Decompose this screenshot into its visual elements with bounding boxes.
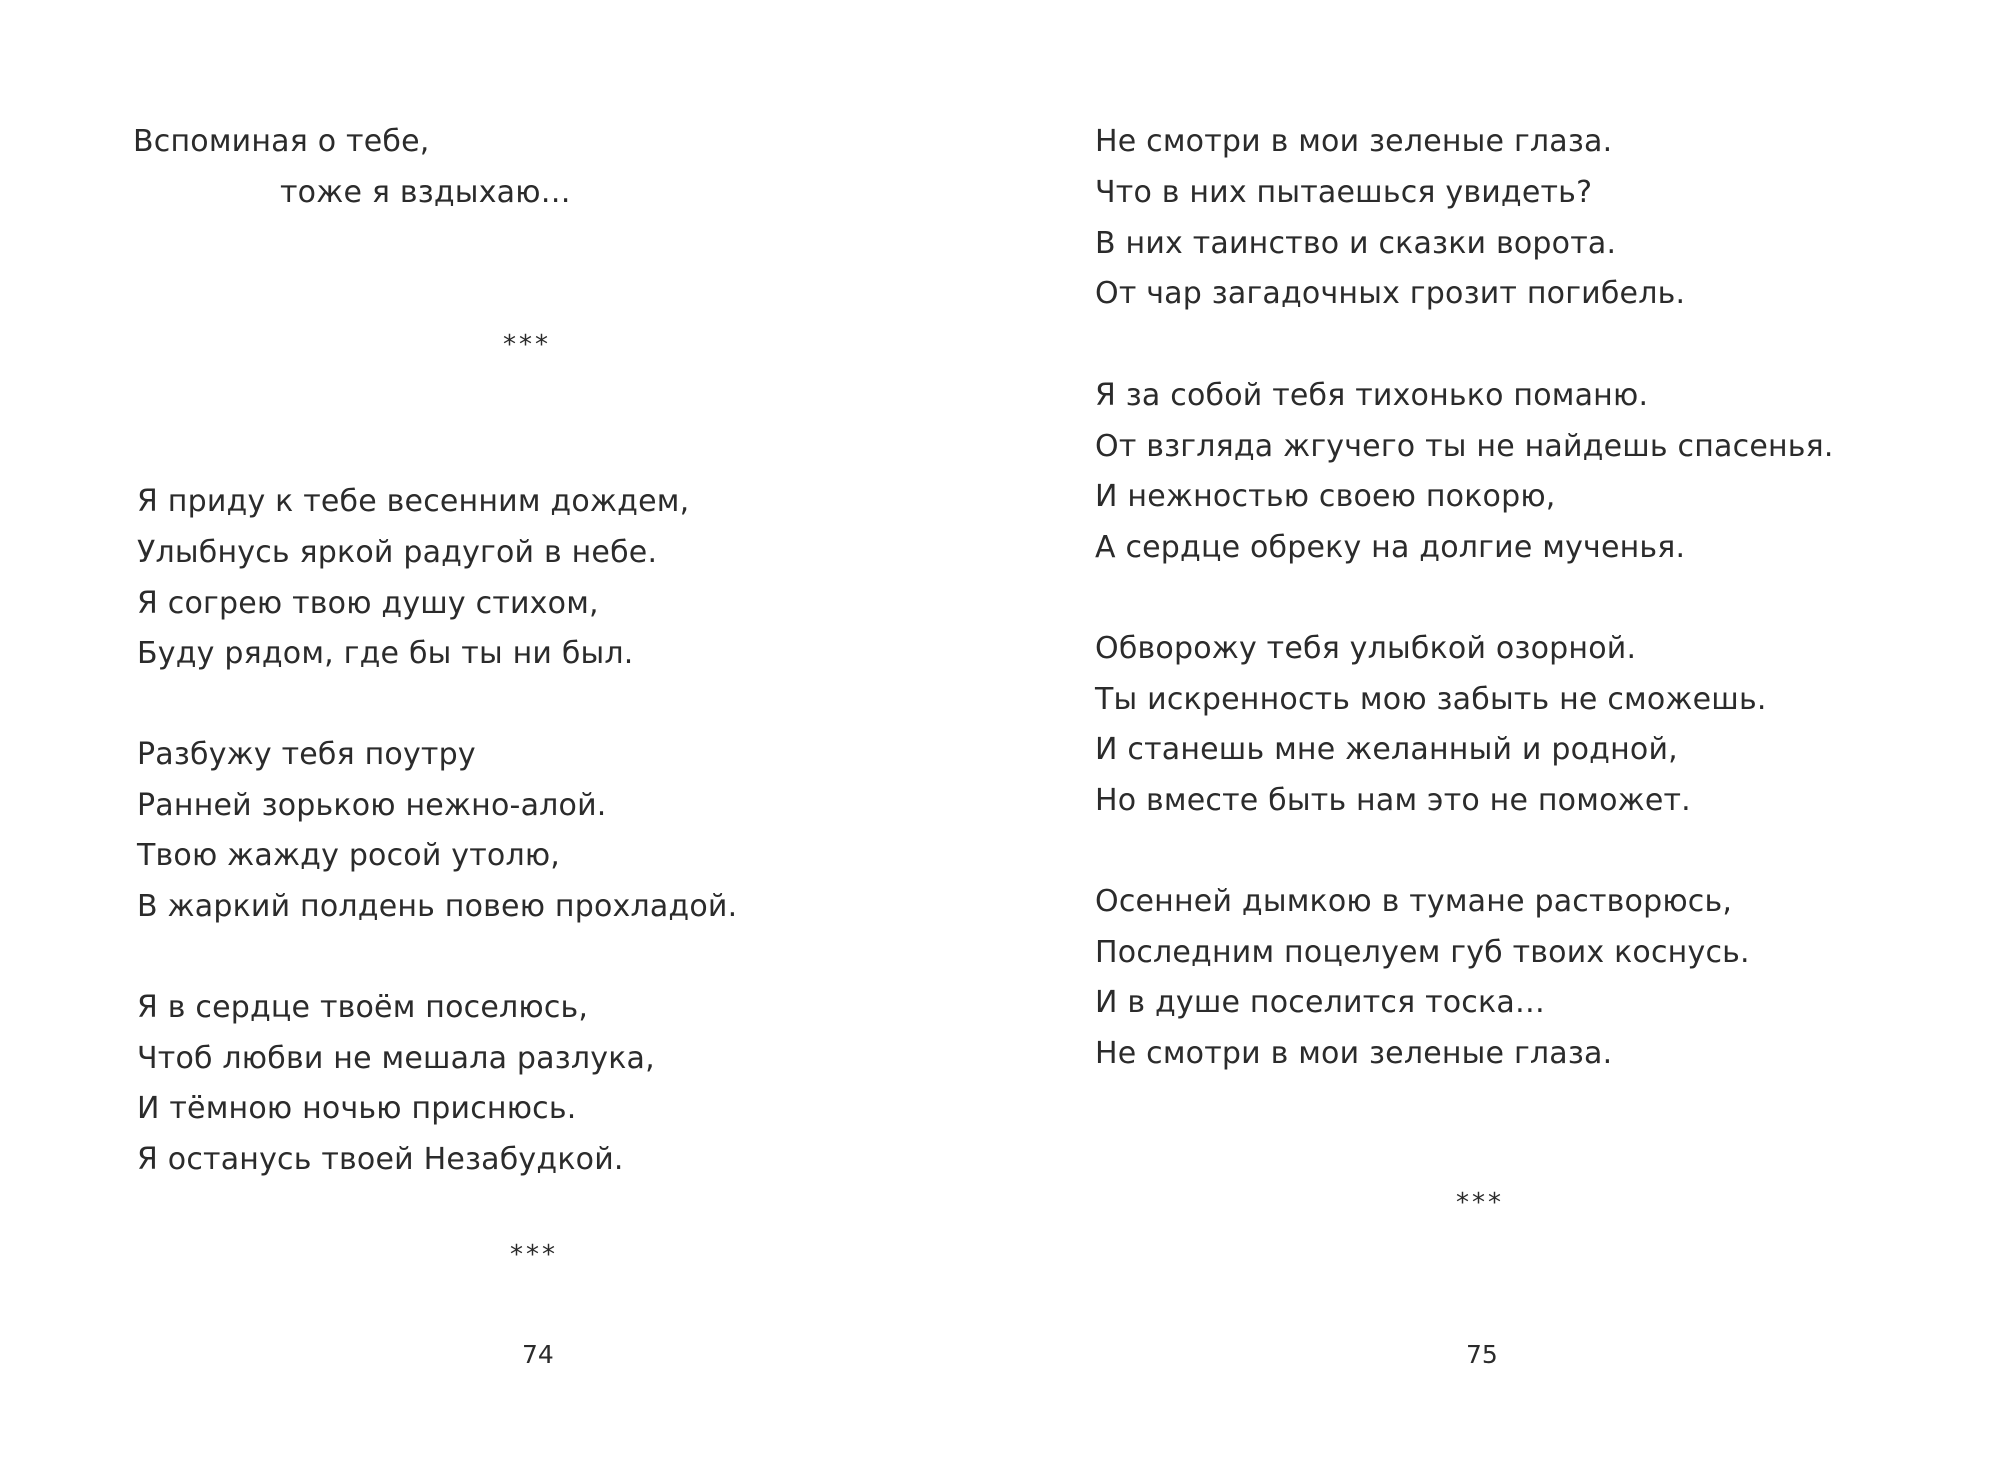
poem-line: Ранней зорькою нежно-алой. bbox=[137, 788, 607, 823]
poem-line: Не смотри в мои зеленые глаза. bbox=[1095, 1036, 1613, 1071]
poem-line: Я останусь твоей Незабудкой. bbox=[137, 1142, 624, 1177]
section-separator: *** bbox=[503, 330, 551, 360]
poem-line: От чар загадочных грозит погибель. bbox=[1095, 276, 1686, 311]
poem-line: И нежностью своею покорю, bbox=[1095, 479, 1556, 514]
poem-line: Разбужу тебя поутру bbox=[137, 737, 476, 772]
poem-line: Я приду к тебе весенним дождем, bbox=[137, 484, 690, 519]
poem-line: Не смотри в мои зеленые глаза. bbox=[1095, 124, 1613, 159]
poem-line: А сердце обреку на долгие мученья. bbox=[1095, 530, 1686, 565]
page-number: 74 bbox=[522, 1340, 554, 1369]
poem-line: Я согрею твою душу стихом, bbox=[137, 586, 599, 621]
poem-line: Осенней дымкою в тумане растворюсь, bbox=[1095, 884, 1733, 919]
poem-line: В них таинство и сказки ворота. bbox=[1095, 226, 1617, 261]
poem-line: И тёмною ночью приснюсь. bbox=[137, 1091, 577, 1126]
poem-line: От взгляда жгучего ты не найдешь спасенья. bbox=[1095, 429, 1834, 464]
poem-line: И станешь мне желанный и родной, bbox=[1095, 732, 1678, 767]
poem-line: Чтоб любви не мешала разлука, bbox=[137, 1041, 655, 1076]
poem-line: И в душе поселится тоска… bbox=[1095, 985, 1546, 1020]
poem-line: Я за собой тебя тихонько поманю. bbox=[1095, 378, 1649, 413]
section-separator: *** bbox=[510, 1240, 558, 1270]
poem-line: тоже я вздыхаю… bbox=[280, 175, 571, 210]
poem-line: Вспоминая о тебе, bbox=[133, 124, 430, 159]
poem-line: Я в сердце твоём поселюсь, bbox=[137, 990, 589, 1025]
right-page bbox=[1000, 0, 2000, 1482]
poem-line: В жаркий полдень повею прохладой. bbox=[137, 889, 738, 924]
poem-line: Обворожу тебя улыбкой озорной. bbox=[1095, 631, 1637, 666]
poem-line: Ты искренность мою забыть не сможешь. bbox=[1095, 682, 1767, 717]
poem-line: Последним поцелуем губ твоих коснусь. bbox=[1095, 935, 1750, 970]
poem-line: Но вместе быть нам это не поможет. bbox=[1095, 783, 1691, 818]
poem-line: Что в них пытаешься увидеть? bbox=[1095, 175, 1593, 210]
poem-line: Улыбнусь яркой радугой в небе. bbox=[137, 535, 658, 570]
poem-line: Твою жажду росой утолю, bbox=[137, 838, 561, 873]
section-separator: *** bbox=[1456, 1188, 1504, 1218]
page-number: 75 bbox=[1466, 1340, 1498, 1369]
poem-line: Буду рядом, где бы ты ни был. bbox=[137, 636, 634, 671]
